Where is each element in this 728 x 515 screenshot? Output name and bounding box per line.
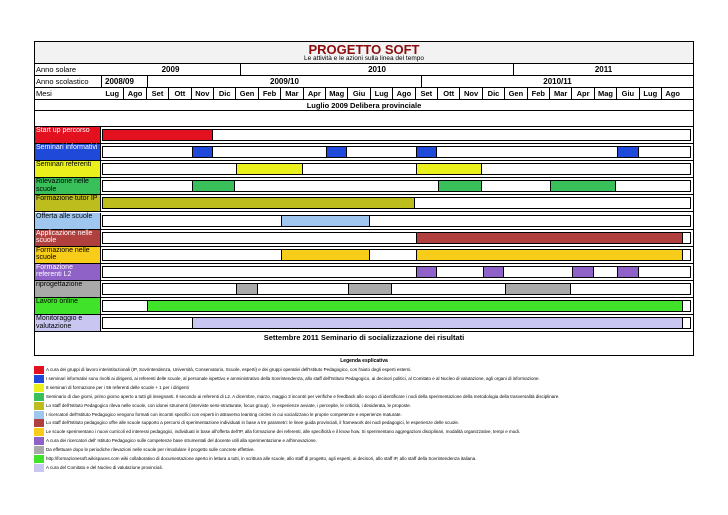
anno-scolastico-label: Anno scolastico (36, 77, 89, 86)
legend-item (34, 464, 694, 472)
banner-top-row (35, 100, 693, 111)
activity-row (35, 178, 693, 195)
legend-swatch (34, 393, 44, 401)
activity-label: Lavoro online (35, 298, 101, 314)
month-cell: Nov (459, 88, 481, 99)
month-cell: Giu (616, 88, 638, 99)
legend-swatch (34, 384, 44, 392)
year-2010: 2010 (240, 64, 513, 75)
mesi-label: Mesi (36, 89, 52, 98)
activity-label: Formazione nelle scuole (35, 247, 101, 263)
legend-swatch (34, 411, 44, 419)
page-subtitle: Le attività e le azioni sulla linea del tempo (304, 55, 424, 62)
school-year-2008-09: 2008/09 (101, 76, 147, 87)
legend-swatch (34, 455, 44, 463)
month-cell: Lug (105, 89, 120, 98)
legend-swatch (34, 428, 44, 436)
legend-text: http://formazionesoft.wikispaces.com wiki collaborativo di documentazione aperto in lettura a tutti, in scrittura alle scuole, allo staff di progetto, agli esperti, ai decisori, allo staff IP, allo staff della Sovrintendenza italiana. (46, 456, 477, 461)
row-anno-scolastico (35, 76, 693, 88)
activity-row (35, 195, 693, 212)
legend-text: Seminario di due giorni, primo giorno aperto a tutti gli insegnanti. Il secondo ai referenti di L2. A dicembre, marzo, maggio 3 incontri per verifiche e feedback allo scopo di identificare i nodi della sperimentazione della metodologia della trasversalità disciplinare. (46, 393, 560, 399)
activity-bar (416, 232, 684, 244)
legend-item (34, 411, 694, 419)
title-row (35, 42, 693, 64)
activity-label: Applicazione nelle scuole (35, 230, 101, 246)
school-year-2009-10: 2009/10 (147, 76, 421, 87)
activity-track (102, 283, 691, 295)
activity-row (35, 264, 693, 281)
activity-track (102, 163, 691, 175)
month-cell: Ott (168, 88, 190, 99)
activity-row (35, 127, 693, 144)
activity-bar (617, 266, 638, 278)
month-cell: Ago (123, 88, 145, 99)
month-cell: Apr (303, 88, 325, 99)
year-2011: 2011 (513, 64, 693, 75)
activity-bar (147, 300, 684, 312)
activity-row (35, 161, 693, 178)
month-cell: Feb (527, 88, 549, 99)
activity-track (102, 146, 691, 158)
activity-bar (326, 146, 347, 158)
month-cell: Nov (191, 88, 213, 99)
legend-item (34, 419, 694, 427)
activity-bar (192, 180, 236, 192)
row-mesi (35, 88, 693, 100)
activity-bar (236, 283, 257, 295)
activity-bar (438, 180, 482, 192)
page-title: PROGETTO SOFT (308, 42, 420, 57)
legend-text: Da effettuare dopo le periodiche rilevazioni nelle scuole per rimodulare il progetto sulle concrete effettive. (46, 447, 255, 453)
activity-bar (102, 197, 415, 209)
activity-label: Formazione referenti L2 (35, 264, 101, 280)
legend-item (34, 446, 694, 454)
gap-row (35, 111, 693, 127)
activity-row (35, 213, 693, 230)
activity-bar (281, 249, 370, 261)
month-cell: Gen (504, 88, 526, 99)
legend-text: A cura dei ricercatori dell' Istituto Pedagogico sulle competenze base strumentali del docente utili alla sperimentazione e all'innovazione. (46, 438, 317, 444)
month-cell: Giu (347, 88, 369, 99)
legend-swatch (34, 437, 44, 445)
month-cell: Lug (370, 88, 392, 99)
activity-label: Seminari referenti (35, 161, 101, 177)
legend-text: A cura del Comitato e del Nucleo di valutazione provinciali. (46, 464, 163, 470)
month-cell: Apr (571, 88, 593, 99)
activity-bar (192, 146, 213, 158)
activity-row (35, 281, 693, 298)
activity-bar (281, 215, 370, 227)
school-year-2010-11: 2010/11 (421, 76, 693, 87)
legend-item (34, 384, 694, 392)
year-2009: 2009 (161, 65, 180, 74)
legend-swatch (34, 366, 44, 374)
activity-bar (550, 180, 616, 192)
legend-text: A cura dei gruppi di lavoro interistituzionali (IP, Sovrintendenza, Università, Conservatorio, Scuole, esperti) e dei gruppi operativi dell'Istituto Pedagogico, con l'aiuto degli esperti esterni. (46, 367, 412, 372)
activity-track (102, 266, 691, 278)
activity-bar (483, 266, 504, 278)
activity-bar (617, 146, 638, 158)
legend-item (34, 393, 694, 401)
activity-bar (236, 163, 302, 175)
legend-item (34, 366, 694, 374)
activity-row (35, 230, 693, 247)
activity-bar (416, 163, 482, 175)
legend-text: Lo staff dell'Istituto pedagogico offre alle scuole supporto a percorsi di sperimentazione individuati in base a tre parametri: le linee guida provinciali, il framework dei nodi pedagogici, le esperienze delle scuole. (46, 420, 460, 426)
activity-label: Offerta alle scuole (35, 213, 101, 229)
gantt-sheet (34, 41, 694, 356)
month-cell: Gen (235, 88, 257, 99)
month-cell: Mag (594, 88, 616, 99)
legend-swatch (34, 375, 44, 383)
activity-row (35, 144, 693, 161)
legend-item (34, 428, 694, 436)
month-cell: Mar (280, 88, 302, 99)
month-cell: Dic (482, 88, 504, 99)
legend-item (34, 455, 694, 463)
legend-item (34, 437, 694, 445)
legend-swatch (34, 402, 44, 410)
activity-label: Start up percorso (35, 127, 101, 143)
legend-text: 8 seminari di formazione per i 56 referenti delle scuole + 1 per i dirigenti (46, 384, 189, 390)
legend-swatch (34, 446, 44, 454)
legend-item (34, 375, 694, 383)
activity-bar (416, 249, 684, 261)
legend-swatch (34, 419, 44, 427)
row-anno-solare (35, 64, 693, 76)
month-cell: Feb (258, 88, 280, 99)
legend-title: Legenda esplicativa (340, 358, 388, 364)
banner-bottom: Settembre 2011 Seminario di socializzazione dei risultati (263, 333, 465, 342)
activity-bar (416, 266, 437, 278)
anno-solare-label: Anno solare (36, 65, 77, 74)
activity-bar (192, 317, 684, 329)
activity-row (35, 315, 693, 332)
legend-swatch (34, 464, 44, 472)
legend-text: Le scuole sperimentano i nuovi curricoli ed interessi pedagogici, individuati in base all'offerta dell'IP, alla formazione dei referenti, alle specificità e il know how. Si sperimentano aggregazioni disciplinari, modalità organizzative, tempi e modi. (46, 429, 521, 435)
activity-row (35, 247, 693, 264)
month-cell: Mar (549, 88, 571, 99)
activity-label: Seminari informativi (35, 144, 101, 160)
activity-row (35, 298, 693, 315)
activity-bar (572, 266, 593, 278)
activity-label: Rilevazione nelle scuole (35, 178, 101, 194)
legend-text: I ricercatori dell'Istituto Pedagogico vengono formati con incontri specifici con esperti in attraverso learning circles in cui socializzano le proprie competenze e esperienze maturate. (46, 411, 402, 417)
month-cell: Ago (392, 88, 414, 99)
month-cell: Set (146, 88, 168, 99)
activity-bar (416, 146, 437, 158)
legend-text: Lo staff dell'Istituto Pedagogico rileva nelle scuole, con idonei strumenti (interviste semi-strutturate, focus group) , le esperienze avviate, i percepite, le criticità, i desiderata, le proposte. (46, 402, 411, 408)
legend-item (34, 402, 694, 410)
activity-bar (348, 283, 392, 295)
month-cell: Mag (325, 88, 347, 99)
activity-label: Formazione tutor IP (35, 195, 101, 211)
activity-label: riprogettazione (35, 281, 101, 297)
month-cell: Dic (213, 88, 235, 99)
banner-bottom-row (35, 332, 693, 356)
month-cell: Set (415, 88, 437, 99)
activity-track (102, 215, 691, 227)
month-cell: Ago (661, 88, 683, 99)
activity-bar (505, 283, 571, 295)
month-cell: Ott (437, 88, 459, 99)
activity-bar (102, 129, 213, 141)
activity-label: Monitoraggio e valutazione (35, 315, 101, 331)
banner-top: Luglio 2009 Delibera provinciale (306, 101, 422, 110)
legend-text: I seminari informativi sono rivolti ai dirigenti, ai referenti delle scuole, al personale ispettivo e amministrativo della Sovrintendenza, allo staff dell'Istituto Pedagogico, ai decisori politici, al Comitato e al Nucleo di valutazione, agli organi di informazione. (46, 375, 540, 381)
month-cell: Lug (639, 88, 661, 99)
